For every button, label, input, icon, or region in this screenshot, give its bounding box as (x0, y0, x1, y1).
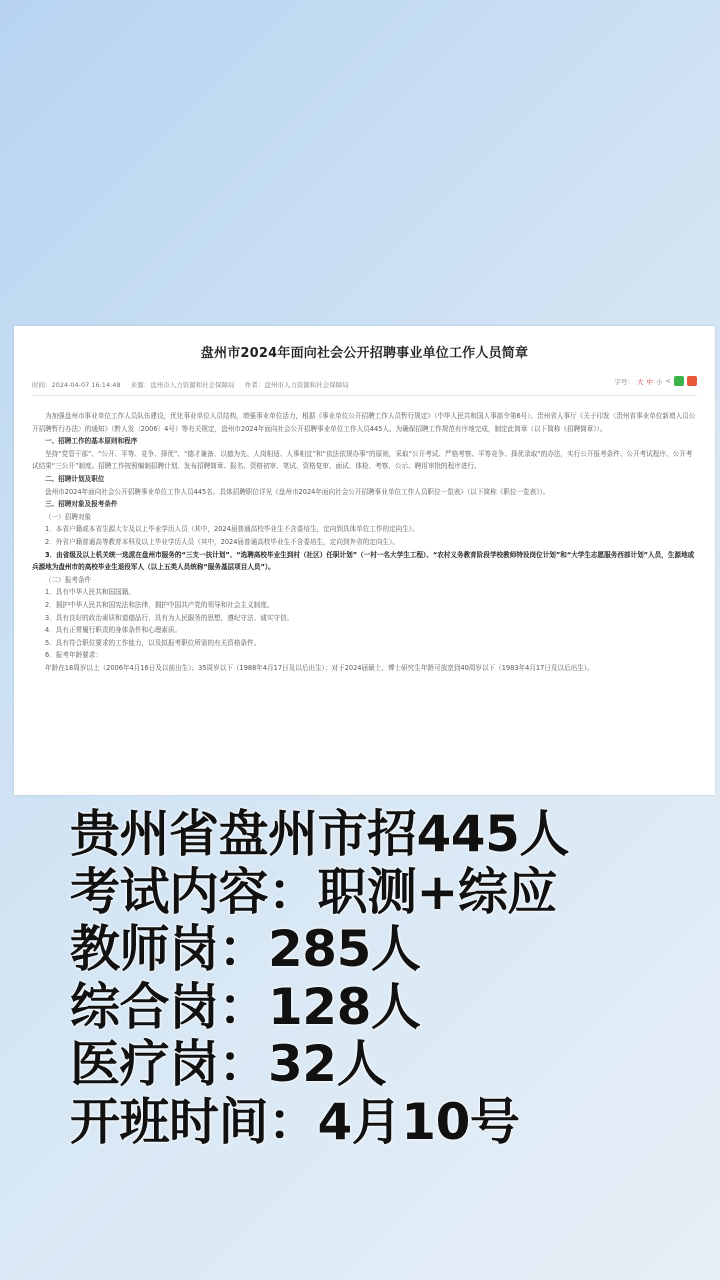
list-item: 5．具有符合职位要求的工作能力，以及拟报考职位所需的有关资格条件。 (45, 638, 261, 647)
font-size-large-button[interactable]: 大 (637, 377, 644, 386)
caption-line: 贵州省盘州市招445人 (70, 805, 569, 863)
caption-line: 考试内容：职测+综应 (70, 862, 557, 921)
document-body (32, 410, 697, 674)
section-heading: 二、招聘计划及职位 (45, 474, 105, 483)
list-item: 4．具有正常履行职责的身体条件和心理素质。 (45, 626, 182, 635)
caption-line: 医疗岗：32人 (70, 1035, 387, 1093)
paragraph: 坚持“党管干部”、“公开、平等、竞争、择优”、“德才兼备、以德为先、人岗相适、人事相宜”和“依法依规办事”的原则，采取“公开考试、严格考察、平等竞争、择优录取”的办法，实行公开报考条件、公开考试程序、公开考试结果“三公开”制度。招聘工作按照编制招聘计划、发布招聘简章、报名、资格初审、笔试、资格复审、面试、体检、考察、公示、聘用审批的程序进行。 (32, 449, 693, 471)
document-title: 盘州市2024年面向社会公开招聘事业单位工作人员简章 (200, 346, 529, 361)
weibo-share-icon[interactable] (687, 376, 697, 386)
list-item: 2．拥护中华人民共和国宪法和法律，拥护中国共产党的领导和社会主义制度。 (45, 600, 274, 609)
list-item: 3．由省级及以上机关统一选派在盘州市服务的“三支一扶计划”、“选聘高校毕业生到村（社区）任职计划”（一村一名大学生工程）、“农村义务教育阶段学校教师特设岗位计划”和“大学生志愿服务西部计划”人员，生源地或兵源地为盘州市的高校毕业生退役军人（以上五类人员统称“服务基层项目人员”）。 (32, 550, 695, 572)
caption-line: 综合岗：128人 (70, 977, 421, 1036)
caption-line: 教师岗：285人 (70, 920, 421, 978)
section-heading: 一、招聘工作的基本原则和程序 (45, 437, 138, 446)
font-size-medium-button[interactable]: 中 (646, 377, 654, 386)
list-item: 6．报考年龄要求： (45, 651, 102, 660)
publish-source: 来源：盘州市人力资源和社会保障局 (130, 381, 235, 389)
font-size-small-button[interactable]: 小 (656, 377, 663, 386)
document-meta (32, 380, 357, 389)
subheading: （二）报考条件 (45, 575, 92, 584)
document-screenshot (14, 326, 715, 795)
paragraph: 盘州市2024年面向社会公开招聘事业单位工作人员445名。具体招聘职位详见《盘州市2024年面向社会公开招聘事业单位工作人员职位一览表》（以下简称《职位一览表》）。 (45, 487, 550, 496)
caption-overlay (70, 806, 710, 1151)
list-item: 3．具有良好的政治素质和道德品行，具有为人民服务的思想，遵纪守法、诚实守信。 (45, 613, 294, 622)
list-item: 2．外省户籍普通高等教育本科及以上毕业学历人员（其中，2024届普通高校毕业生不含委培生，定向到外省的定向生）。 (45, 537, 399, 546)
font-size-label: 字号： (614, 377, 635, 386)
list-item: 1．具有中华人民共和国国籍。 (45, 588, 135, 597)
publish-time: 时间：2024-04-07 16:14:48 (32, 381, 121, 389)
intro-paragraph: 为加强盘州市事业单位工作人员队伍建设，优化事业单位人员结构，增强事业单位活力，根据《事业单位公开招聘工作人员暂行规定》（中华人民共和国人事部令第6号）、贵州省人事厅《关于印发〈贵州省事业单位新增人员公开招聘暂行办法〉的通知》（黔人发〔2006〕4号）等有关规定，盘州市2024年面向社会公开招聘事业单位工作人员445人。为确保招聘工作规范有序地完成，制定此简章（以下简称《招聘简章》）。 (32, 412, 696, 433)
list-item: 1．本省户籍或本省生源大专及以上毕业学历人员（其中，2024届普通高校毕业生不含委培生，定向到具体单位工作的定向生）。 (45, 525, 419, 534)
section-heading: 三、招聘对象及报考条件 (45, 500, 118, 509)
paragraph: 年龄在18周岁以上（2006年4月16日及以前出生）、35周岁以下（1988年4月17日及以后出生）；对于2024届硕士、博士研究生年龄可放宽到40周岁以下（1983年4月17日及以后出生）。 (45, 663, 594, 672)
caption-line: 开班时间：4月10号 (70, 1092, 520, 1151)
share-icon[interactable]: < (665, 377, 671, 385)
subheading: （一）招聘对象 (45, 512, 92, 521)
publish-author: 作者：盘州市人力资源和社会保障局 (244, 381, 349, 389)
divider (32, 395, 697, 396)
wechat-share-icon[interactable] (674, 376, 684, 386)
font-size-tools (615, 376, 697, 386)
